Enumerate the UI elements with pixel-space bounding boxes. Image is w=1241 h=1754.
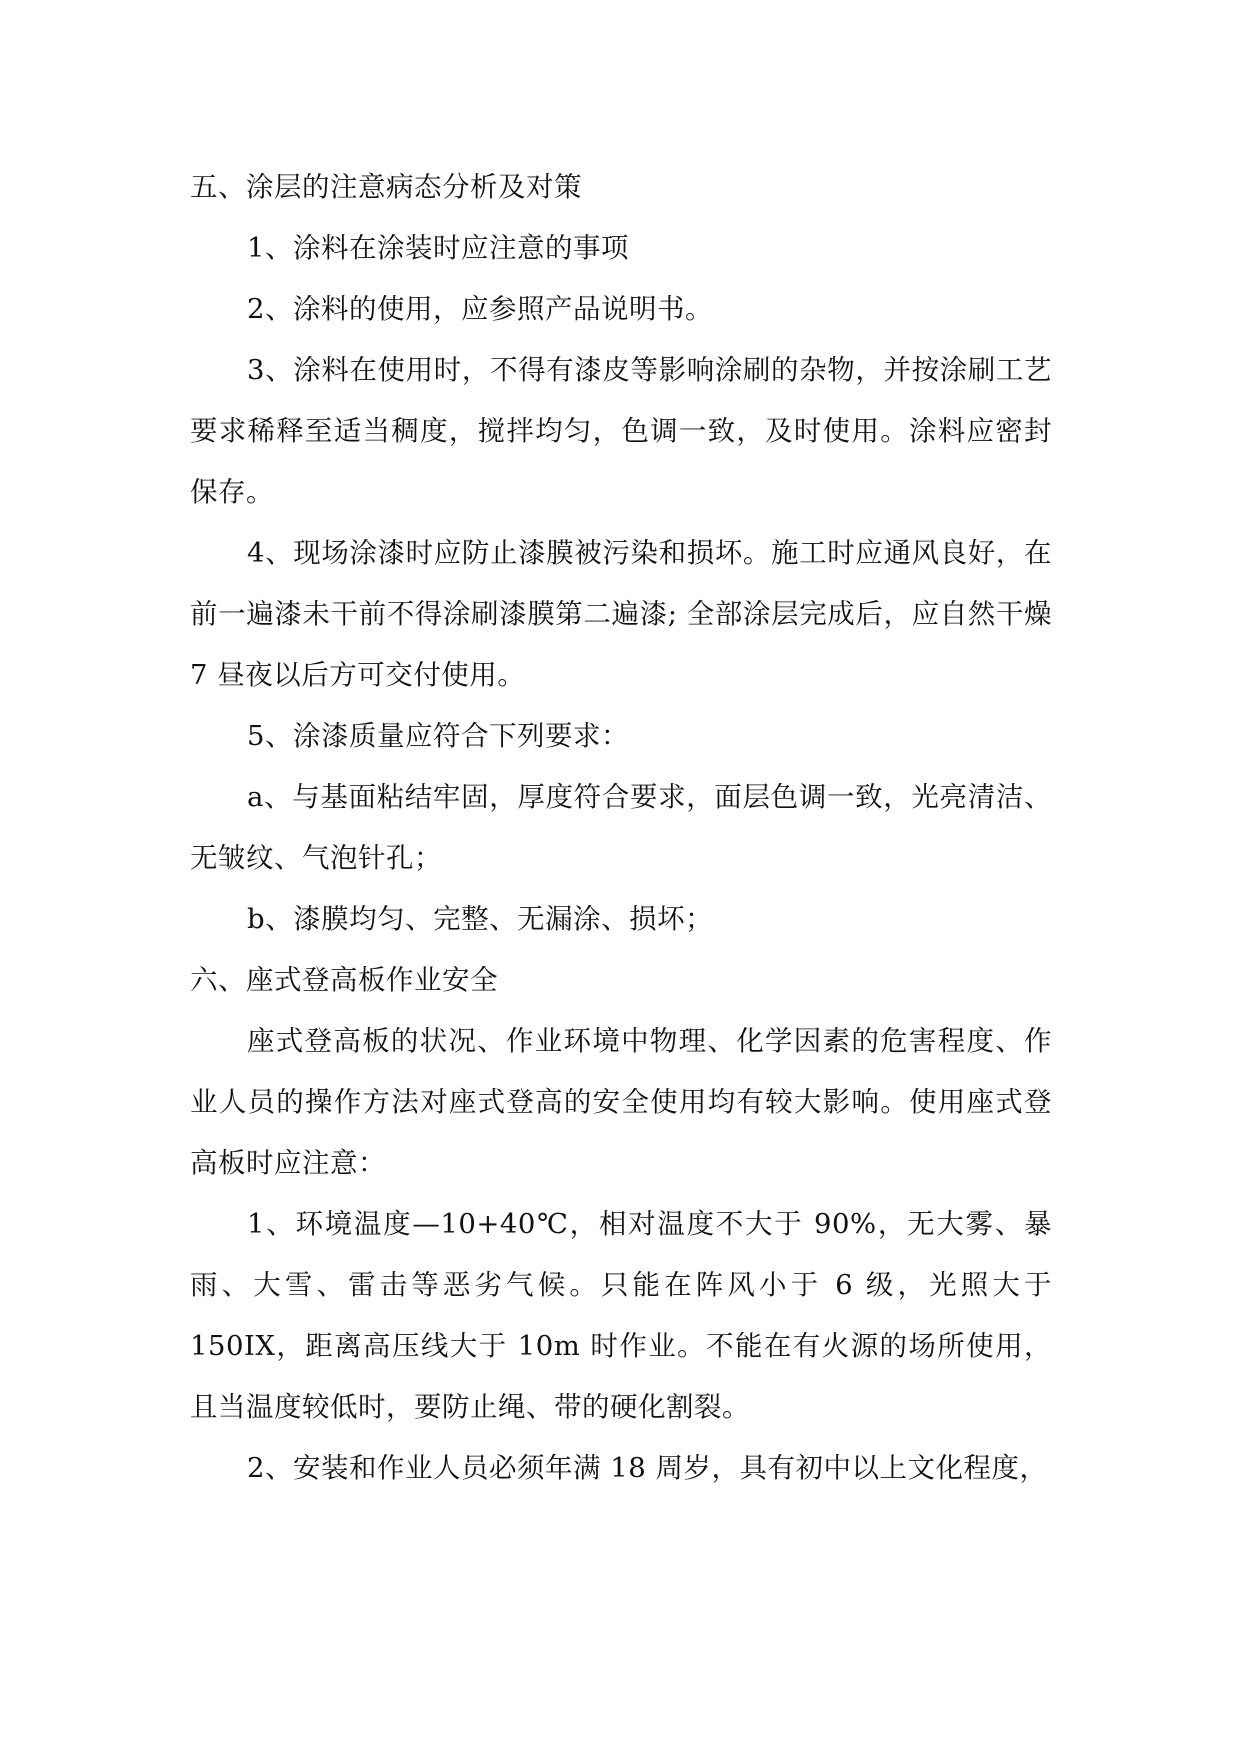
paragraph-item-5: 5、涂漆质量应符合下列要求：	[247, 720, 629, 752]
paragraph-intro: 座式登高板的状况、作业环境中物理、化学因素的危害程度、作业人员的操作方法对座式登高的安全使用均有较大影响。使用座式登高板时应注意：	[190, 1025, 1052, 1179]
section-heading-6: 六、座式登高板作业安全	[190, 964, 498, 996]
paragraph-safety-1: 1、环境温度—10+40℃，相对温度不大于 90%，无大雾、暴雨、大雪、雷击等恶劣气候。只能在阵风小于 6 级，光照大于 150IX，距离高压线大于 10m 时作业。不能在有火源的场所使用，且当温度较低时，要防止绳、带的硬化割裂。	[190, 1208, 1052, 1423]
paragraph-item-1: 1、涂料在涂装时应注意的事项	[247, 232, 629, 264]
paragraph-item-a: a、与基面粘结牢固，厚度符合要求，面层色调一致，光亮清洁、无皱纹、气泡针孔；	[190, 781, 1052, 874]
paragraph-item-4: 4、现场涂漆时应防止漆膜被污染和损坏。施工时应通风良好，在前一遍漆未干前不得涂刷漆膜第二遍漆; 全部涂层完成后，应自然干燥 7 昼夜以后方可交付使用。	[190, 537, 1052, 691]
paragraph-item-3: 3、涂料在使用时，不得有漆皮等影响涂刷的杂物，并按涂刷工艺要求稀释至适当稠度，搅拌均匀，色调一致，及时使用。涂料应密封保存。	[190, 354, 1052, 508]
paragraph-safety-2: 2、安装和作业人员必须年满 18 周岁，具有初中以上文化程度，	[247, 1452, 1048, 1484]
section-heading-5: 五、涂层的注意病态分析及对策	[190, 171, 582, 203]
document-body	[190, 157, 1052, 1499]
paragraph-item-2: 2、涂料的使用，应参照产品说明书。	[247, 293, 713, 325]
paragraph-item-b: b、漆膜均匀、完整、无漏涂、损坏；	[247, 903, 714, 935]
